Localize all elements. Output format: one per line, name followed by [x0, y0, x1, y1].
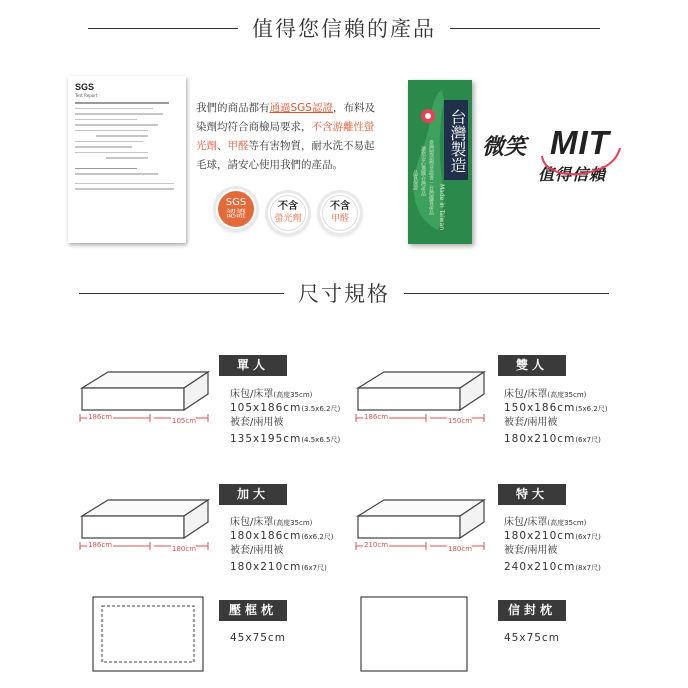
made-in-taiwan-text: Made in Taiwan: [438, 184, 445, 231]
section-title-text: 值得您信賴的產品: [252, 17, 436, 41]
tag-envelope-pillow: 信封枕: [498, 600, 566, 621]
title-divider-left: [79, 293, 284, 294]
section-title-text: 尺寸規格: [298, 282, 390, 306]
framed-pillow-diagram: [92, 596, 206, 674]
section-title-trust: [0, 13, 688, 43]
svg-text:105cm: 105cm: [172, 417, 197, 425]
svg-text:186cm: 186cm: [364, 413, 389, 421]
section-title-size: [0, 278, 688, 308]
taiwan-card-text-2: 讓您安心選購台灣產品: [420, 146, 426, 196]
bed-diagram-king: [352, 494, 492, 568]
tag-queen: 加大: [219, 484, 287, 505]
tag-king: 特大: [498, 484, 566, 505]
spec-queen: 床包/床罩(高度35cm) 180x186cm(6x6.2尺) 被套/兩用被 180x210cm(6x7尺): [230, 517, 334, 573]
title-divider-right: [404, 293, 609, 294]
svg-text:186cm: 186cm: [88, 413, 113, 421]
badge-no-formaldehyde: 不含 甲醛: [320, 193, 360, 233]
taiwan-made-title: 台灣製造: [444, 100, 468, 180]
smile-arc-icon: [482, 122, 622, 188]
spec-double: 床包/床罩(高度35cm) 150x186cm(5x6.2尺) 被套/兩用被 180x210cm(6x7尺): [504, 389, 608, 445]
bed-diagram-queen: [76, 494, 216, 568]
cert-header: SGS: [75, 82, 95, 92]
cert-subheader: Test Report: [75, 93, 98, 98]
envelope-pillow-diagram: [360, 596, 470, 674]
title-divider-left: [88, 28, 238, 29]
spec-king: 床包/床罩(高度35cm) 180x210cm(6x7尺) 被套/兩用被 240x210cm(8x7尺): [504, 517, 601, 573]
tag-single: 單人: [219, 355, 287, 376]
smile-mit-logo: 微笑 MIT 值得信賴: [482, 122, 622, 188]
spec-framed-pillow: 45x75cm: [230, 632, 286, 644]
svg-text:186cm: 186cm: [88, 541, 113, 549]
svg-text:150cm: 150cm: [448, 417, 473, 425]
badge-sgs-certified: SGS 認證: [216, 189, 256, 229]
sgs-certificate-image: [68, 76, 186, 243]
bed-diagram-double: [352, 366, 492, 440]
spec-envelope-pillow: 45x75cm: [504, 632, 560, 644]
badge-no-fluorescent: 不含 螢光劑: [268, 193, 308, 233]
title-divider-right: [450, 28, 600, 29]
taiwan-card-text-3: 品質保證: [412, 170, 418, 190]
product-intro-text: 我們的商品都有通過SGS認證，布料及 染劑均符合商檢局要求，不含游離性螢 光劑、甲醛等有害物質，耐水洗不易起 毛球，請安心使用我們的產品。: [196, 102, 375, 171]
taiwan-made-card: [408, 80, 472, 244]
bed-diagram-single: [76, 366, 216, 440]
spec-single: 床包/床罩(高度35cm) 105x186cm(3.5x6.2尺) 被套/兩用被 135x195cm(4.5x6.5尺): [230, 389, 341, 445]
tag-framed-pillow: 壓框枕: [219, 600, 287, 621]
svg-text:180cm: 180cm: [448, 545, 473, 553]
svg-text:210cm: 210cm: [364, 541, 389, 549]
taiwan-card-text-1: 臺灣製造標章證書｜台灣優質產品: [428, 140, 434, 215]
svg-text:180cm: 180cm: [172, 545, 197, 553]
tag-double: 雙人: [498, 355, 566, 376]
